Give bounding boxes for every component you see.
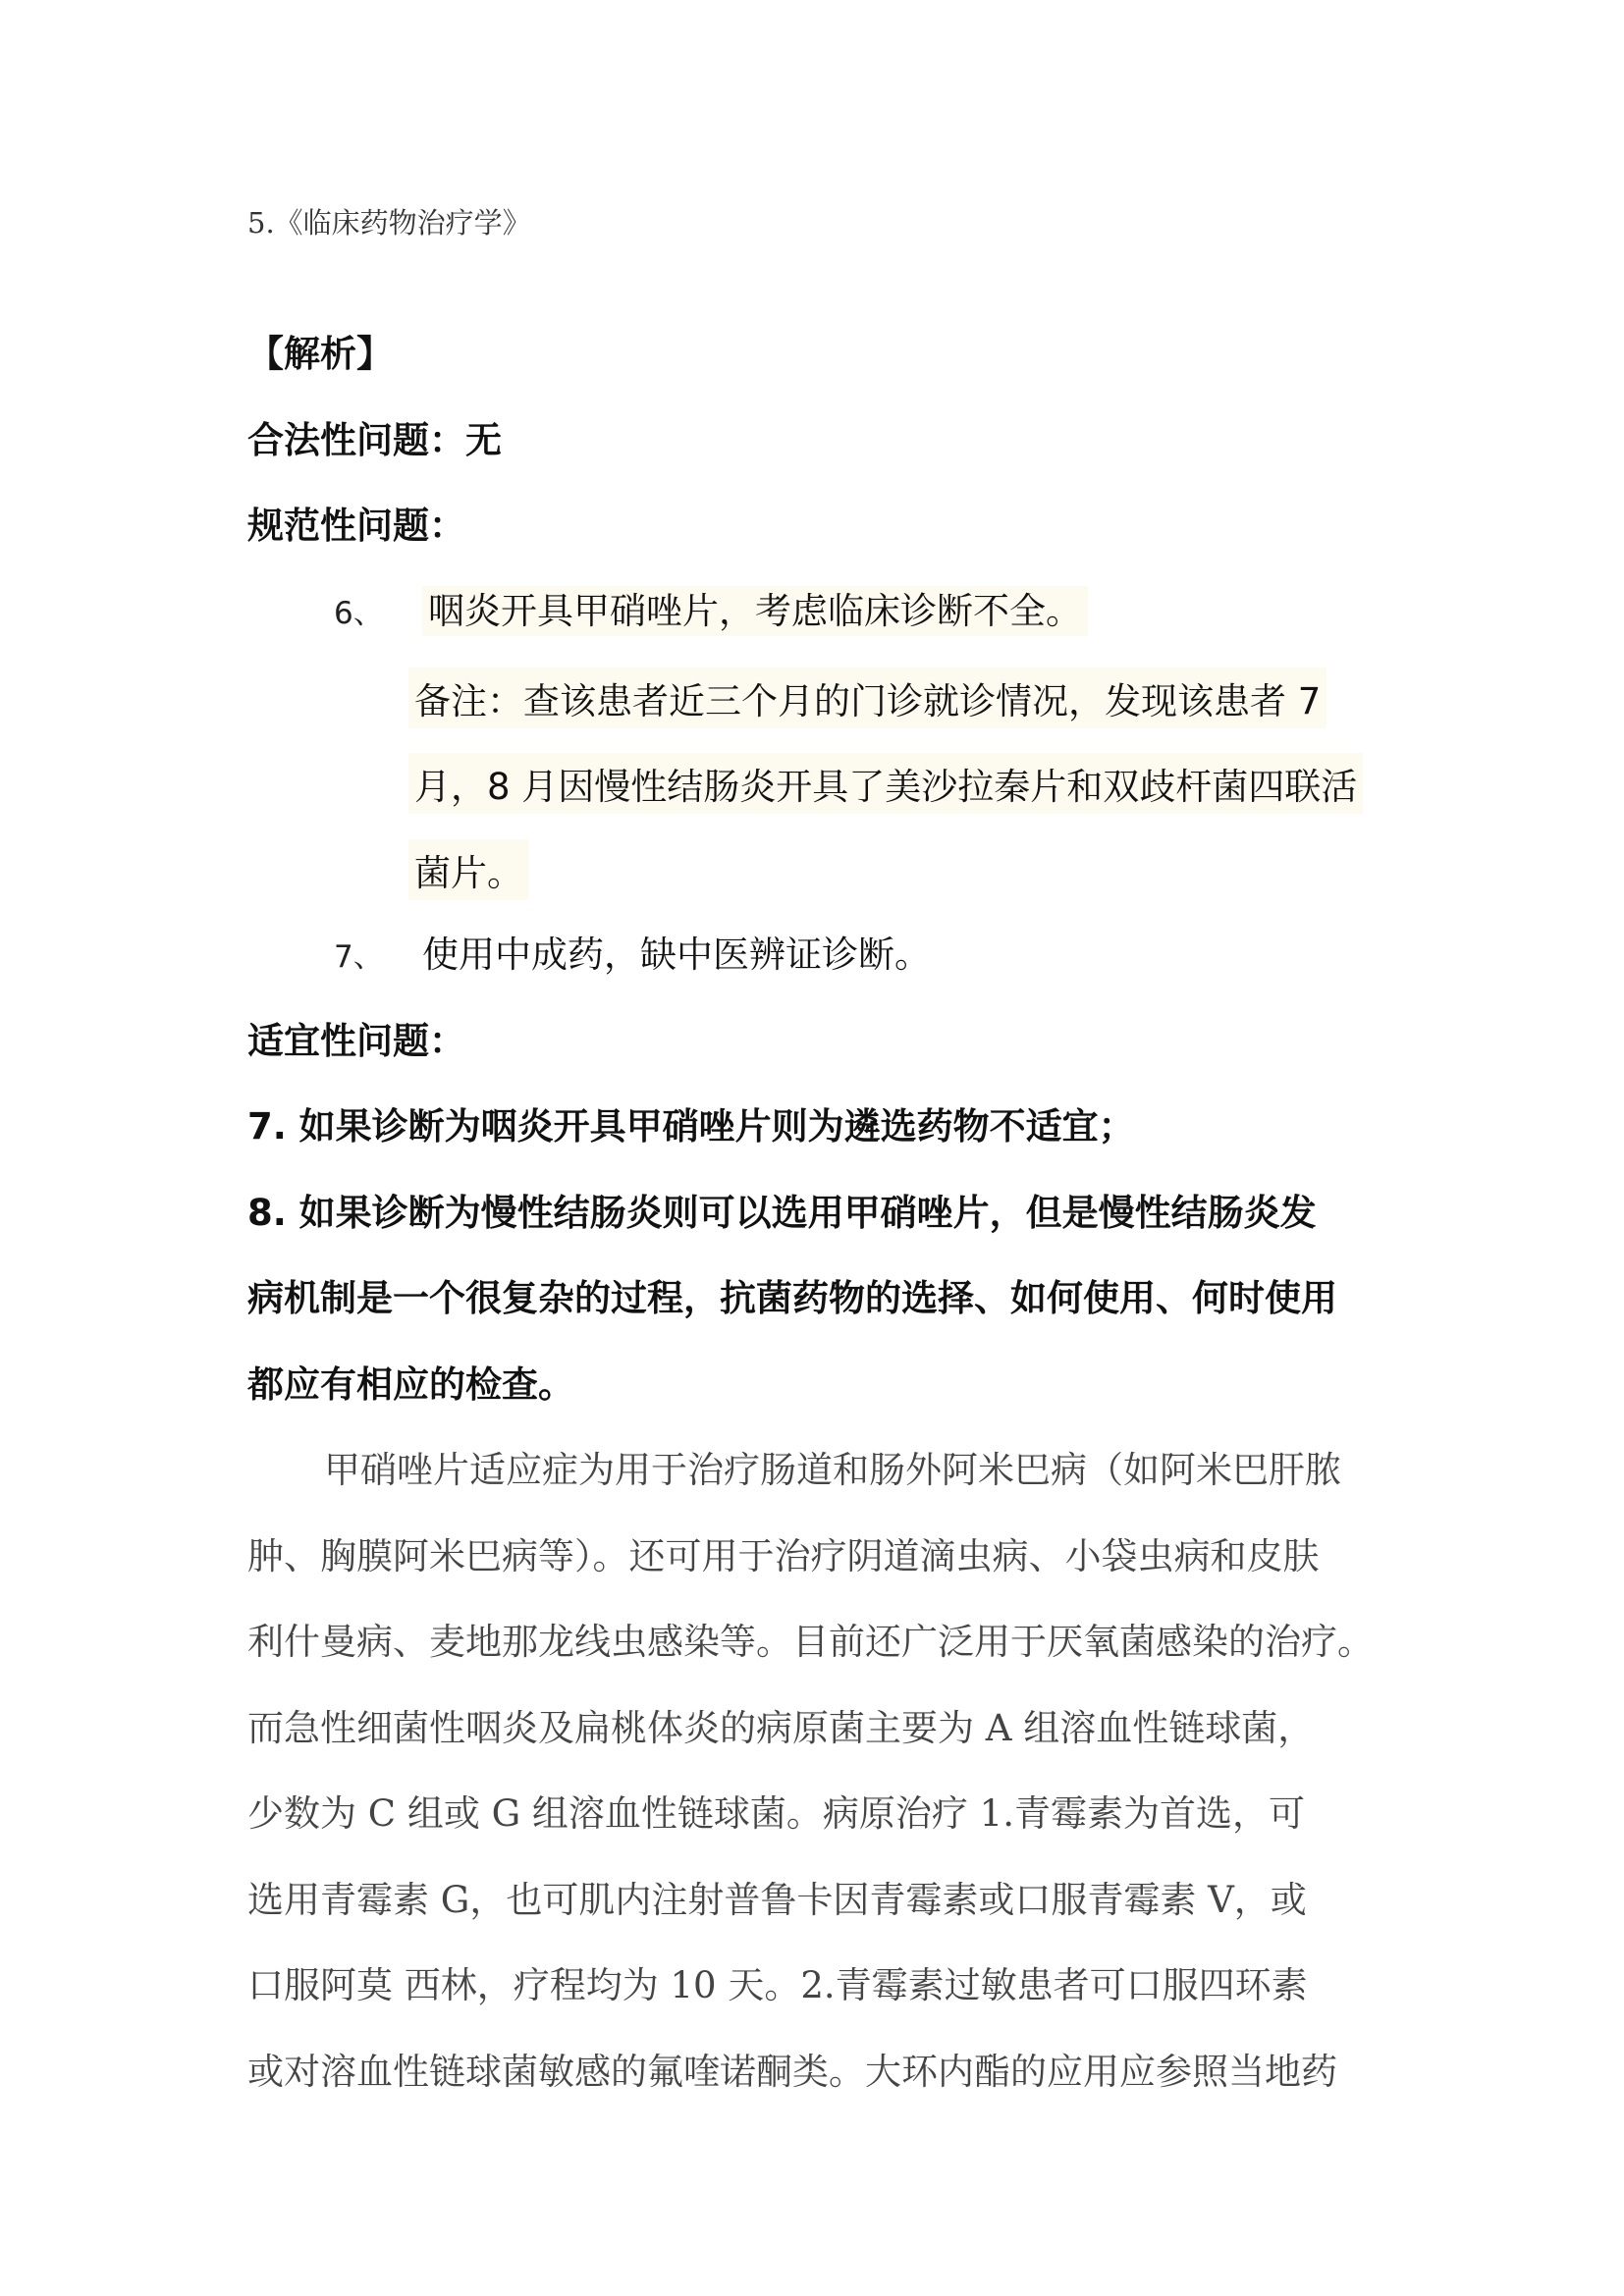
list-item bbox=[334, 925, 931, 978]
list-item bbox=[334, 581, 1088, 634]
item-number: 7、 bbox=[334, 939, 384, 975]
suitability-line: 8. 如果诊断为慢性结肠炎则可以选用甲硝唑片，但是慢性结肠炎发 bbox=[247, 1192, 1317, 1234]
paragraph-line: 肿、胸膜阿米巴病等）。还可用于治疗阴道滴虫病、小袋虫病和皮肤 bbox=[247, 1535, 1320, 1577]
suitability-line: 病机制是一个很复杂的过程，抗菌药物的选择、如何使用、何时使用 bbox=[247, 1277, 1337, 1319]
item-text: 使用中成药，缺中医辨证诊断。 bbox=[422, 934, 931, 976]
paragraph-line: 而急性细菌性咽炎及扁桃体炎的病原菌主要为 A 组溶血性链球菌， bbox=[247, 1707, 1315, 1749]
analysis-title: 【解析】 bbox=[247, 333, 393, 375]
note-line: 菌片。 bbox=[408, 839, 529, 900]
paragraph-line: 甲硝唑片适应症为用于治疗肠道和肠外阿米巴病（如阿米巴肝脓 bbox=[324, 1449, 1341, 1491]
note-line: 月，8 月因慢性结肠炎开具了美沙拉秦片和双歧杆菌四联活 bbox=[408, 753, 1363, 814]
note-line: 备注：查该患者近三个月的门诊就诊情况，发现该患者 7 bbox=[408, 667, 1326, 728]
item-text: 咽炎开具甲硝唑片，考虑临床诊断不全。 bbox=[422, 586, 1088, 636]
standardization-title: 规范性问题： bbox=[247, 505, 465, 547]
reference-line: 5.《临床药物治疗学》 bbox=[247, 206, 531, 240]
paragraph-line: 少数为 C 组或 G 组溶血性链球菌。病原治疗 1.青霉素为首选，可 bbox=[247, 1792, 1305, 1835]
suitability-line: 都应有相应的检查。 bbox=[247, 1363, 574, 1406]
suitability-title: 适宜性问题： bbox=[247, 1020, 465, 1062]
paragraph-line: 口服阿莫 西林，疗程均为 10 天。2.青霉素过敏患者可口服四环素 bbox=[247, 1964, 1308, 2006]
paragraph-line: 选用青霉素 G，也可肌内注射普鲁卡因青霉素或口服青霉素 V，或 bbox=[247, 1879, 1307, 1921]
legality-line: 合法性问题：无 bbox=[247, 419, 502, 461]
suitability-line: 7. 如果诊断为咽炎开具甲硝唑片则为遴选药物不适宜； bbox=[247, 1105, 1135, 1148]
paragraph-line: 利什曼病、麦地那龙线虫感染等。目前还广泛用于厌氧菌感染的治疗。 bbox=[247, 1621, 1374, 1663]
paragraph-line: 或对溶血性链球菌敏感的氟喹诺酮类。大环内酯的应用应参照当地药 bbox=[247, 2051, 1337, 2093]
item-number: 6、 bbox=[334, 596, 384, 631]
